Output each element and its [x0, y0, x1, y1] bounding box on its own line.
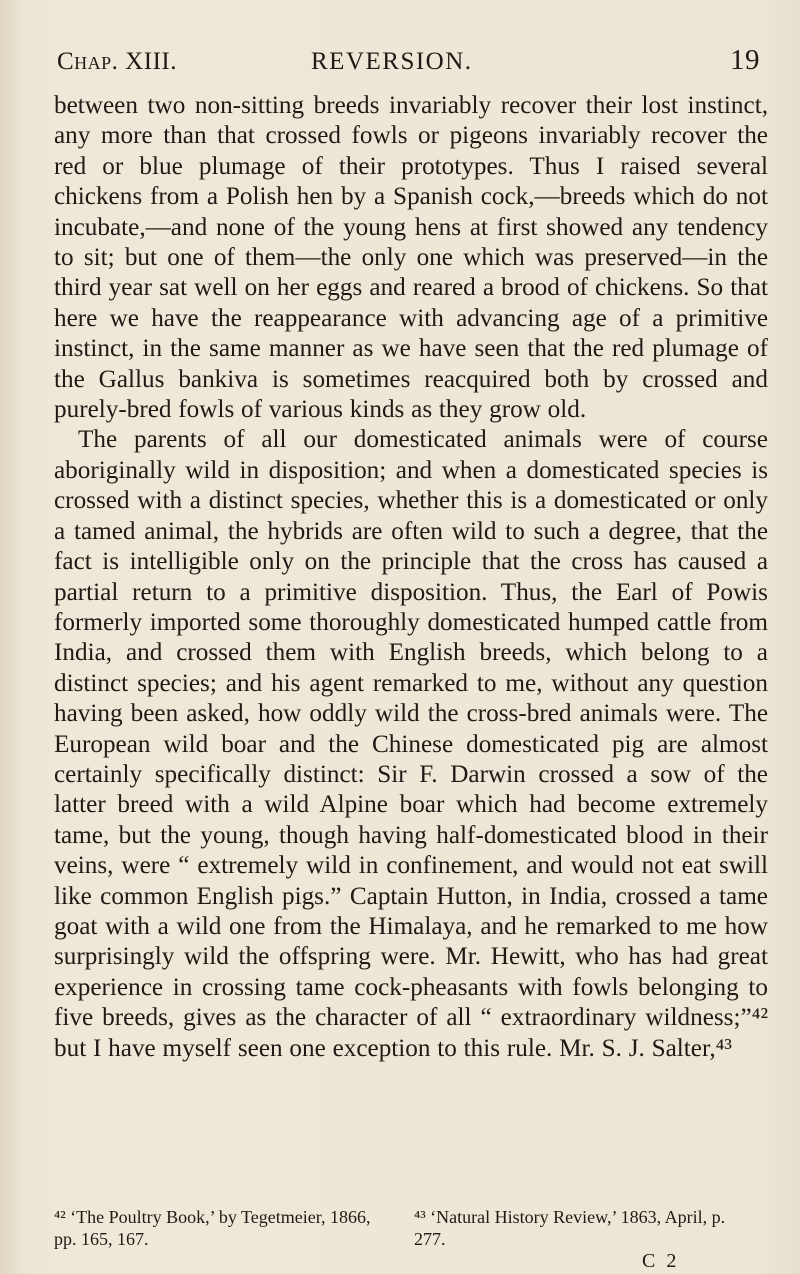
- paragraph-2: The parents of all our domesticated animals were of course aboriginally wild in disposition; and when a domesticated species is crossed with a distinct species, whether this is a domesticated or only a tamed animal, the hybrids are often wild to such a degree, that the fact is intelligible only on the principle that the cross has caused a partial return to a primitive disposition. Thus, the Earl of Powis formerly imported some thoroughly domesticated humped cattle from India, and crossed them with English breeds, which belong to a distinct species; and his agent remarked to me, without any question having been asked, how oddly wild the cross-bred animals were. The European wild boar and the Chinese domesticated pig are almost certainly specifically distinct: Sir F. Darwin crossed a sow of the latter breed with a wild Alpine boar which had become extremely tame, but the young, though having half-domesticated blood in their veins, were “ extremely wild in confinement, and would not eat swill like common English pigs.” Captain Hutton, in India, crossed a tame goat with a wild one from the Himalaya, and he remarked to me how surprisingly wild the offspring were. Mr. Hewitt, who has had great experience in crossing tame cock-pheasants with fowls belonging to five breeds, gives as the character of all “ extraordinary wildness;”⁴² but I have myself seen one exception to this rule. Mr. S. J. Salter,⁴³: [54, 426, 768, 1062]
- body-text: [54, 91, 768, 1064]
- paragraph-1: between two non-sitting breeds invariably recover their lost instinct, any more than that crossed fowls or pigeons invariably recover the red or blue plumage of their prototypes. Thus I raised several chickens from a Polish hen by a Spanish cock,—breeds which do not incubate,—and none of the young hens at first showed any tendency to sit; but one of them—the only one which was preserved—in the third year sat well on her eggs and reared a brood of chickens. So that here we have the reappearance with advancing age of a primitive instinct, in the same manner as we have seen that the red plumage of the Gallus bankiva is sometimes reacquired both by crossed and purely-bred fowls of various kinds as they grow old.: [54, 92, 768, 424]
- footnote-42: ⁴² ‘The Poultry Book,’ by Tegetmeier, 1866, pp. 165, 167.: [54, 1207, 371, 1249]
- chapter-label: Chap. XIII.: [57, 48, 177, 75]
- page-header: [57, 44, 760, 82]
- page-number: 19: [730, 44, 760, 76]
- printer-signature: C 2: [642, 1250, 680, 1272]
- footnote-43: ⁴³ ‘Natural History Review,’ 1863, April, p. 277.: [414, 1207, 726, 1249]
- running-title: REVERSION.: [311, 48, 473, 75]
